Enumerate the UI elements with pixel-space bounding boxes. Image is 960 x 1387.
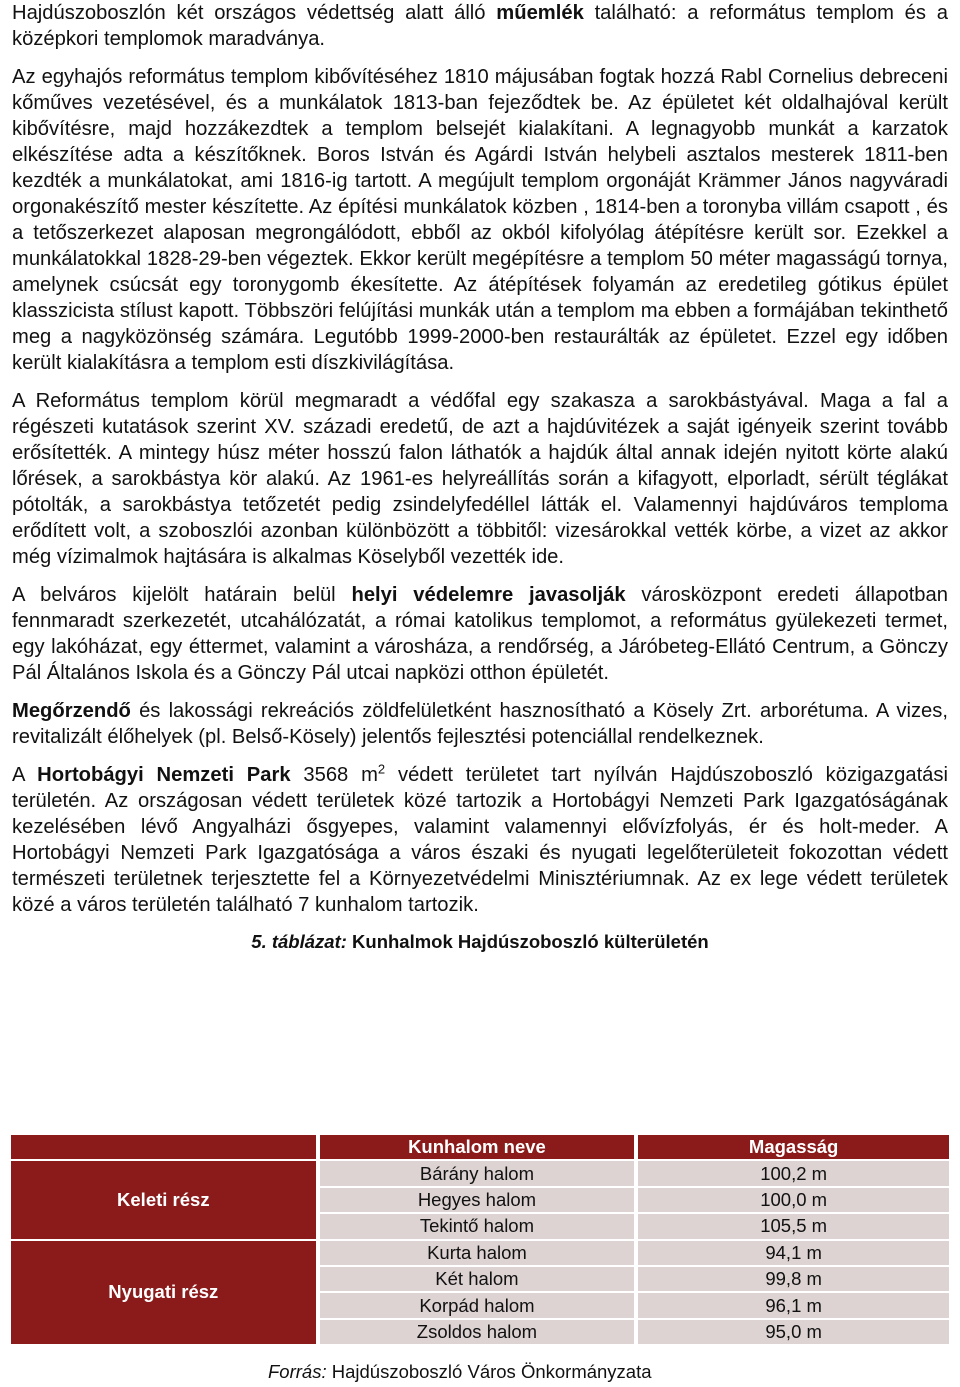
cell-name: Tekintő halom: [320, 1214, 635, 1238]
bold-term: Megőrzendő: [12, 700, 131, 722]
text: 3568 m: [290, 764, 378, 786]
paragraph-local-protection: [12, 582, 948, 686]
cell-name: Hegyes halom: [320, 1188, 635, 1212]
table-row: [11, 1241, 949, 1265]
cell-name: Kurta halom: [320, 1241, 635, 1265]
text: védett területet tart nyílván Hajdúszoboszló közigazgatási területén. Az országosan védett területek közé tartozik a Hortobágyi Nemzeti Park Igazgatóságának kezelésében lévő Angyalházi ősgyepes, valamint valamennyi elővízfolyás, ér és holt-meder. A Hortobágyi Nemzeti Park Igazgatósága a város északi és nyugati legelőterületeit fokozottan védett természeti területnek terjesztette fel a Környezetvédelmi Minisztériumnak. Az ex lege védett területek közé a város területén található 7 kunhalom tartozik.: [12, 764, 948, 916]
cell-height: 100,0 m: [638, 1188, 949, 1212]
text: és lakossági rekreációs zöldfelületként hasznosítható a Kösely Zrt. arborétuma. A vizes, revitalizált élőhelyek (pl. Belső-Kösely) jelentős fejlesztési potenciállal rendelkeznek.: [12, 700, 948, 748]
paragraph-monuments: [12, 0, 948, 52]
bold-term: Hortobágyi Nemzeti Park: [37, 764, 291, 786]
cell-name: Bárány halom: [320, 1161, 635, 1185]
bold-term: műemlék: [496, 2, 584, 24]
table-caption: [12, 930, 948, 954]
document-body: [12, 0, 948, 954]
cell-height: 96,1 m: [638, 1293, 949, 1317]
paragraph-arboretum: [12, 698, 948, 750]
table-header-row: [11, 1135, 949, 1159]
header-name: Kunhalom neve: [320, 1135, 635, 1159]
table-source: [268, 1360, 652, 1384]
text: városközpont eredeti állapotban fennmaradt szerkezetét, utcahálózatát, a római katolikus templomot, a református gyülekezeti termet, egy lakóházat, egy éttermet, valamint a városháza, a rendőrség, a Járóbeteg-Ellátó Centrum, a Gönczy Pál Általános Iskola és a Gönczy Pál utcai napközi otthon épületét.: [12, 584, 948, 684]
cell-height: 105,5 m: [638, 1214, 949, 1238]
paragraph-reformed-church: Az egyhajós református templom kibővítéséhez 1810 májusában fogtak hozzá Rabl Cornelius debreceni kőműves vezetésével, és a munkálatok 1813-ban fejeződtek be. Az épületet két oldalhajóval került kibővítésre, majd hozzákezdtek a templom belsejét kialakítani. A legnagyobb munkát a karzatok elkészítése adta a készítőknek. Boros István és Agárdi István helybeli asztalos mesterek 1811-ben kezdték a munkálatokat, ami 1816-ig tartott. A megújult templom orgonáját Krämmer János nagyváradi orgonakészítő mester készítette. Az építési munkálatok közben , 1814-ben a toronyba villám csapott , és a tetőszerkezet alaposan megrongálódott, ebből az okból kifolyólag átépítésre került sor. Ezekkel a munkálatokkal 1828-29-ben végeztek. Ekkor került megépítésre a templom 50 méter magasságú tornya, amelynek csúcsát egy toronygomb ékesítette. Az átépítések folyamán az eredetileg gótikus épület klasszicista stílust kapott. Többszöri felújítási munkák után a templom ma ebben a formájában tekinthető meg a nagyközönség számára. Legutóbb 1999-2000-ben restaurálták az épületet. Ezzel egy időben került kialakításra a templom esti díszkivilágítása.: [12, 66, 948, 374]
text: A: [12, 764, 38, 786]
text: A belváros kijelölt határain belül: [12, 584, 352, 606]
region-east: Keleti rész: [11, 1161, 316, 1238]
cell-height: 100,2 m: [638, 1161, 949, 1185]
cell-height: 99,8 m: [638, 1267, 949, 1291]
table-row: [11, 1161, 949, 1185]
cell-height: 95,0 m: [638, 1320, 949, 1344]
cell-name: Két halom: [320, 1267, 635, 1291]
table-number: 5. táblázat:: [251, 931, 347, 952]
superscript: 2: [377, 761, 386, 777]
cell-name: Zsoldos halom: [320, 1320, 635, 1344]
region-west: Nyugati rész: [11, 1241, 316, 1345]
source-label: Forrás:: [268, 1361, 327, 1382]
header-blank-cell: [11, 1135, 316, 1159]
table-title: Kunhalmok Hajdúszoboszló külterületén: [346, 931, 709, 952]
cell-height: 94,1 m: [638, 1241, 949, 1265]
source-text: Hajdúszoboszló Város Önkormányzata: [326, 1361, 652, 1382]
text: Hajdúszoboszlón két országos védettség alatt álló: [12, 2, 497, 24]
cell-name: Korpád halom: [320, 1293, 635, 1317]
bold-term: helyi védelemre javasolják: [351, 584, 626, 606]
text: található: a református templom és a középkori templomok maradványa.: [12, 2, 948, 50]
paragraph-national-park: [12, 762, 948, 918]
kunhalom-table: [7, 1133, 953, 1346]
header-height: Magasság: [638, 1135, 949, 1159]
paragraph-defensive-wall: A Református templom körül megmaradt a védőfal egy szakasza a sarokbástyával. Maga a fal a régészeti kutatások szerint XV. századi eredetű, de azt a hajdúvitézek a saját igényeik szerint tovább erősítették. A mintegy húsz méter hosszú falon láthatók a hajdúk által annak idején nyitott körte alakú lőrések, a sarokbástya kör alakú. Az 1961-es helyreállítás során a kifagyott, elporladt, sérült téglákat pótolták, a sarokbástya tetőzetét pedig zsindelyfedéllel látták el. Valamennyi hajdúváros temploma erődített volt, a szoboszlói azonban különbözött a többitől: vizesárokkal vették körbe, a vizet az akkor még vízimalmok hajtására is alkalmas Köselyből vezették ide.: [12, 390, 948, 568]
